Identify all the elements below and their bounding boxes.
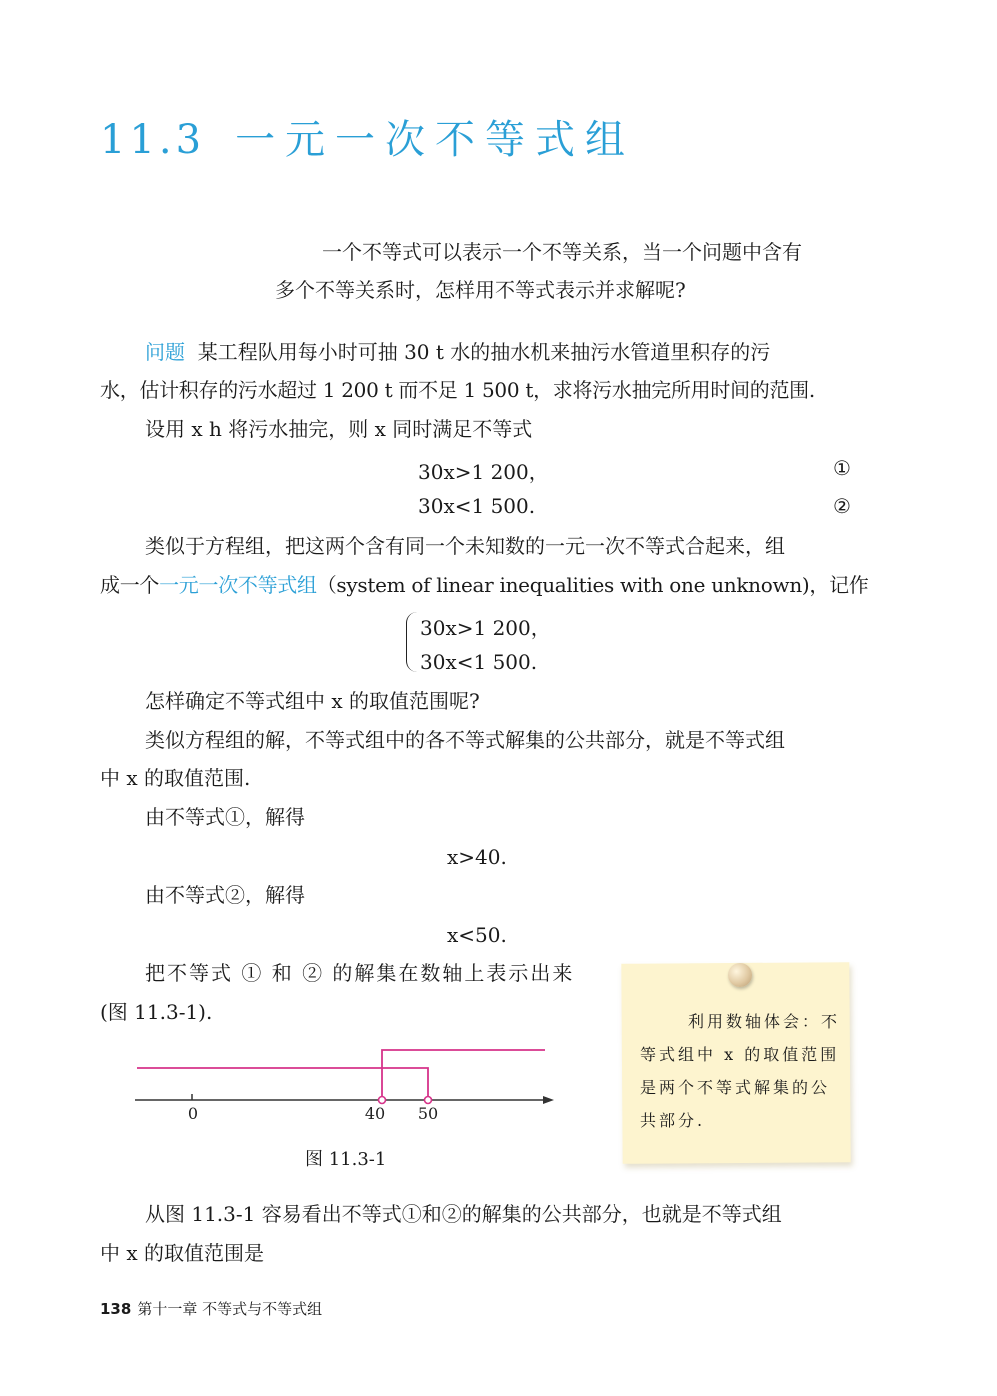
note-line-2: 等式组中 x 的取值范围 — [640, 1045, 840, 1064]
conclusion-line-1: 从图 11.3-1 容易看出不等式①和②的解集的公共部分，也就是不等式组 — [145, 1202, 782, 1226]
figure-caption: 图 11.3-1 — [305, 1149, 387, 1170]
tick-label-40: 40 — [364, 1104, 386, 1123]
definition-pre: 成一个 — [100, 573, 160, 597]
intro-line-2: 多个不等关系时，怎样用不等式表示并求解呢? — [275, 278, 686, 302]
chapter-name: 第十一章 不等式与不等式组 — [137, 1300, 323, 1318]
system-row-1: 30x>1 200， — [420, 616, 551, 640]
conclusion-line-2: 中 x 的取值范围是 — [100, 1241, 264, 1265]
system-brace — [406, 612, 417, 672]
body-result-1: x>40. — [447, 845, 507, 869]
body-para-2: 中 x 的取值范围. — [100, 766, 251, 790]
problem-text: 某工程队用每小时可抽 30 t 水的抽水机来抽污水管道里积存的污 — [197, 340, 771, 364]
definition-line-1: 类似于方程组，把这两个含有同一个未知数的一元一次不等式合起来，组 — [145, 534, 785, 558]
open-point-50 — [425, 1097, 432, 1104]
definition-term: 一元一次不等式组 — [159, 573, 317, 597]
problem-line-1 — [145, 333, 770, 371]
section-title-text: 一元一次不等式组 — [235, 117, 636, 163]
problem-line-2: 水，估计积存的污水超过 1 200 t 而不足 1 500 t，求将污水抽完所用时间的范围. — [100, 378, 815, 402]
inequality-2-mark: ② — [833, 494, 851, 518]
problem-label: 问题 — [145, 340, 185, 364]
definition-line-2 — [100, 566, 869, 604]
note-line-1: 利用数轴体会：不 — [687, 1012, 840, 1031]
number-line-figure — [130, 1040, 570, 1130]
body-result-2: x<50. — [447, 923, 507, 947]
solution-set-x-lt-50 — [137, 1068, 428, 1097]
system-row-2: 30x<1 500. — [420, 650, 538, 674]
inequality-1-mark: ① — [833, 456, 851, 480]
note-line-3: 是两个不等式解集的公 — [640, 1078, 831, 1097]
inequality-1: 30x>1 200， — [418, 460, 549, 484]
open-point-40 — [379, 1097, 386, 1104]
page-number: 138 — [100, 1300, 132, 1318]
tick-label-0: 0 — [187, 1104, 199, 1123]
tick-label-50: 50 — [417, 1104, 439, 1123]
body-figure-line-2: (图 11.3-1). — [100, 1000, 213, 1024]
body-question: 怎样确定不等式组中 x 的取值范围呢? — [145, 689, 480, 713]
body-para-1: 类似方程组的解，不等式组中的各不等式解集的公共部分，就是不等式组 — [145, 728, 785, 752]
section-title — [100, 108, 635, 165]
page-footer — [100, 1298, 322, 1319]
body-step-1: 由不等式①，解得 — [145, 805, 305, 829]
definition-post: （system of linear inequalities with one unknown)，记作 — [316, 573, 869, 597]
inequality-2: 30x<1 500. — [418, 494, 536, 518]
body-step-2: 由不等式②，解得 — [145, 883, 305, 907]
section-number: 11.3 — [100, 117, 206, 163]
axis-arrow — [543, 1096, 554, 1104]
intro-line-1: 一个不等式可以表示一个不等关系，当一个问题中含有 — [322, 240, 802, 264]
solution-set-x-gt-40 — [382, 1050, 545, 1097]
note-line-4: 共部分. — [640, 1111, 706, 1130]
problem-line-3: 设用 x h 将污水抽完，则 x 同时满足不等式 — [145, 417, 533, 441]
pushpin-icon — [728, 963, 752, 987]
body-figure-line-1: 把不等式 ① 和 ② 的解集在数轴上表示出来 — [145, 961, 575, 985]
